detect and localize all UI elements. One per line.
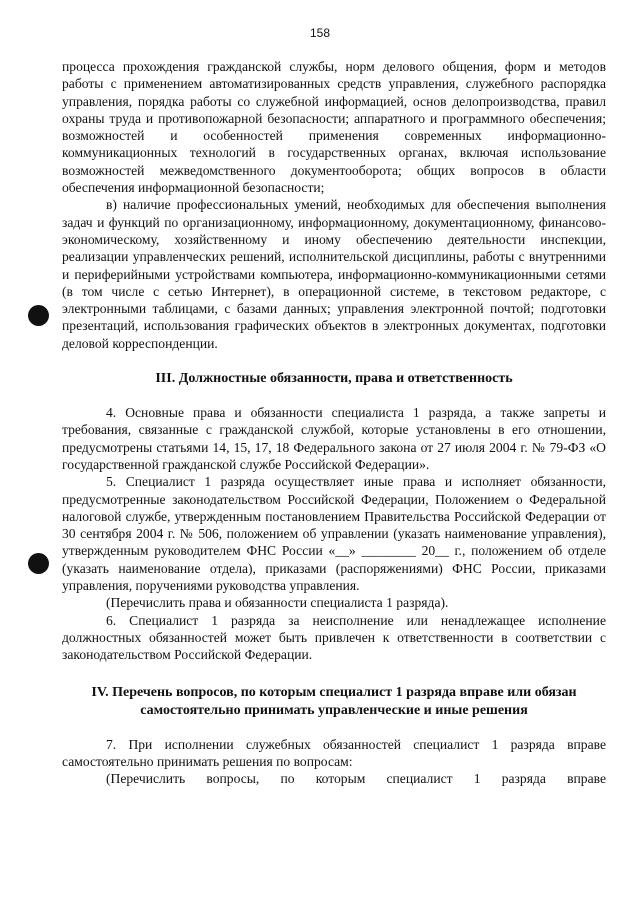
paragraph-4: 4. Основные права и обязанности специалиста 1 разряда, а также запреты и требования, связанные с гражданской службой, которые установлены в его отношении, предусмотрены статьями 14, 15, 17, 18 Федерального закона от 27 июля 2004 г. № 79-ФЗ «О государственной гражданской службе Российской Федерации». [62,405,606,472]
document-body [62,58,606,787]
section-4-heading-line2: самостоятельно принимать управленческие и иные решения [140,702,528,718]
paragraph-5-note: (Перечислить права и обязанности специалиста 1 разряда). [106,595,449,611]
paragraph-6: 6. Специалист 1 разряда за неисполнение или ненадлежащее исполнение должностных обязанностей может быть привлечен к ответственности в соответствии с законодательством Российской Федерации. [62,612,606,663]
paragraph-7: 7. При исполнении служебных обязанностей специалист 1 разряда вправе самостоятельно принимать решения по вопросам: [62,736,606,769]
paragraph-continuation: процесса прохождения гражданской службы, норм делового общения, форм и методов работы с применением автоматизированных средств управления, служебного распорядка управления, порядка работы со служебной информацией, основ делопроизводства, правил охраны труда и противопожарной безопасности; аппаратного и программного обеспечения; возможностей и особенностей применения современных информационно-коммуникационных технологий в государственных органах, включая использование возможностей межведомственного документооборота; общих вопросов в области обеспечения информационной безопасности; [62,59,606,196]
section-4-heading [62,684,606,720]
section-4-heading-line1: IV. Перечень вопросов, по которым специалист 1 разряда вправе или обязан [91,684,577,700]
section-3-heading: III. Должностные обязанности, права и ответственность [155,371,513,387]
punch-hole-top [28,305,49,326]
page-number: 158 [309,26,331,40]
paragraph-item-v: в) наличие профессиональных умений, необходимых для обеспечения выполнения задач и функций по организационному, информационному, документационному, финансово-экономическому, хозяйственному и иному обеспечению деятельности инспекции, реализации управленческих решений, исполнительской дисциплины, работы с внутренними и периферийными устройствами компьютера, информационно-коммуникационными сетями (в том числе с сетью Интернет), в операционной системе, в текстовом редакторе, с электронными таблицами, с базами данных; управления электронной почтой; подготовки презентаций, использования графических объектов в электронных документах, подготовки деловой корреспонденции. [62,197,606,351]
punch-hole-bottom [28,553,49,574]
paragraph-5: 5. Специалист 1 разряда осуществляет иные права и исполняет обязанности, предусмотренные законодательством Российской Федерации, Положением о Федеральной налоговой службе, утвержденным постановлением Правительства Российской Федерации от 30 сентября 2004 г. № 506, положением об управлении (указать наименование управления), утвержденным руководителем ФНС России «__» ________ 20__ г., положением об отделе (указать наименование отдела), приказами (распоряжениями) ФНС России, приказами управления, поручениями руководства управления. [62,474,606,594]
paragraph-7-list: (Перечислить вопросы, по которым специалист 1 разряда вправе [106,771,606,787]
